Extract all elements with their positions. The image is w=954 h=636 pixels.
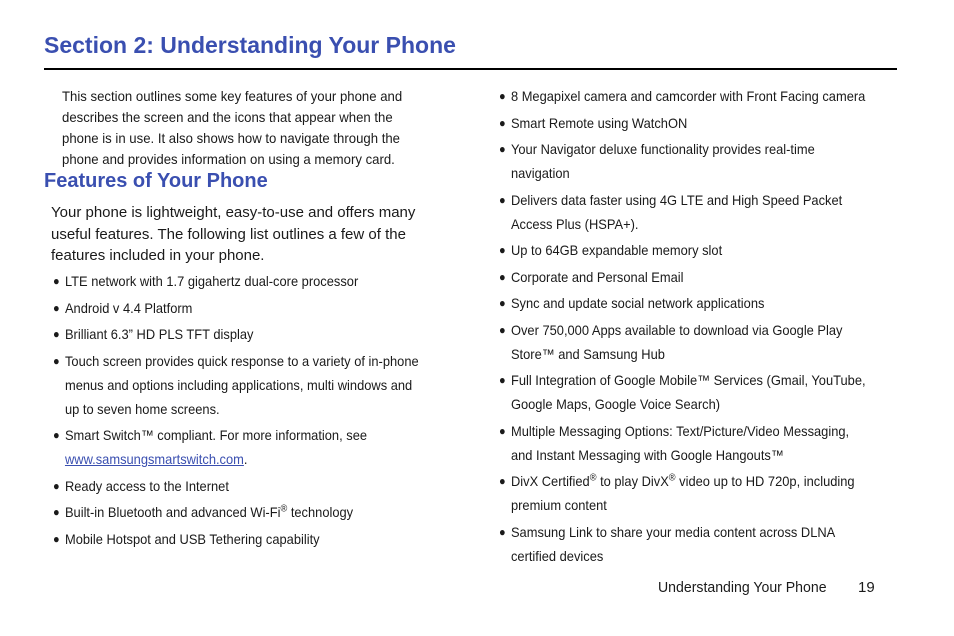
list-item: ● Touch screen provides quick response to a variety of in-phone menus and options including applications, multi windows and up to seven home screens. — [53, 349, 421, 421]
page-number: 19 — [858, 579, 875, 596]
features-list-right — [499, 84, 899, 570]
list-item: ● Full Integration of Google Mobile™ Services (Gmail, YouTube, Google Maps, Google Voice Search) — [499, 368, 867, 416]
list-item: ● Mobile Hotspot and USB Tethering capability — [53, 527, 421, 551]
bullet-icon: ● — [499, 192, 506, 207]
bullet-icon: ● — [499, 142, 506, 156]
bullet-icon: ● — [53, 327, 60, 341]
list-item: ● Brilliant 6.3” HD PLS TFT display — [53, 322, 421, 346]
bullet-icon: ● — [499, 373, 506, 387]
list-item: ● Ready access to the Internet — [53, 474, 421, 498]
features-lead: Your phone is lightweight, easy-to-use and offers many useful features. The following list outlines a few of the features included in your phone. — [51, 204, 416, 264]
bullet-icon: ● — [53, 274, 60, 288]
bullet-icon: ● — [499, 322, 506, 337]
bullet-icon: ● — [53, 300, 60, 315]
list-item: ● Delivers data faster using 4G LTE and High Speed Packet Access Plus (HSPA+). — [499, 188, 867, 236]
intro-paragraph: This section outlines some key features of your phone and describes the screen and the icons that appear when the phone is in use. It also shows how to navigate through the phone and provides information on using a memory card. — [62, 88, 403, 167]
bullet-icon: ● — [499, 474, 506, 488]
list-item: ● Multiple Messaging Options: Text/Picture/Video Messaging, and Instant Messaging with Google Hangouts™ — [499, 419, 867, 467]
list-item: ● Built-in Bluetooth and advanced Wi-Fi® technology — [53, 500, 421, 524]
bullet-icon: ● — [499, 296, 506, 310]
list-item: ● Up to 64GB expandable memory slot — [499, 238, 867, 262]
bullet-icon: ● — [499, 269, 506, 284]
list-item: ● DivX Certified® to play DivX® video up to HD 720p, including premium content — [499, 469, 867, 517]
list-item: ● Smart Switch™ compliant. For more information, see www.samsungsmartswitch.com. — [53, 423, 421, 471]
list-item: ● Smart Remote using WatchON — [499, 111, 867, 135]
list-item: ● Sync and update social network applications — [499, 291, 867, 315]
list-item: ● Android v 4.4 Platform — [53, 296, 421, 320]
page-title: Section 2: Understanding Your Phone — [44, 32, 456, 58]
bullet-icon: ● — [499, 524, 506, 539]
list-item: ● Corporate and Personal Email — [499, 265, 867, 289]
section-heading: Features of Your Phone — [44, 170, 268, 192]
title-rule — [44, 68, 897, 70]
bullet-icon: ● — [53, 428, 60, 442]
bullet-icon: ● — [53, 505, 60, 519]
list-item: ● Over 750,000 Apps available to download via Google Play Store™ and Samsung Hub — [499, 318, 867, 366]
footer-section-label: Understanding Your Phone — [658, 579, 827, 596]
list-item: ● Your Navigator deluxe functionality provides real-time navigation — [499, 137, 867, 185]
list-item: ● Samsung Link to share your media content across DLNA certified devices — [499, 520, 867, 568]
bullet-icon: ● — [499, 89, 506, 103]
bullet-icon: ● — [53, 531, 60, 546]
bullet-icon: ● — [499, 115, 506, 130]
bullet-icon: ● — [53, 353, 60, 368]
bullet-icon: ● — [499, 243, 506, 257]
features-list-left — [53, 269, 453, 553]
list-item: ● 8 Megapixel camera and camcorder with Front Facing camera — [499, 84, 867, 108]
bullet-icon: ● — [53, 478, 60, 493]
list-item: ● LTE network with 1.7 gigahertz dual-core processor — [53, 269, 421, 293]
smart-switch-link[interactable]: www.samsungsmartswitch.com — [64, 451, 244, 467]
bullet-icon: ● — [499, 423, 506, 438]
